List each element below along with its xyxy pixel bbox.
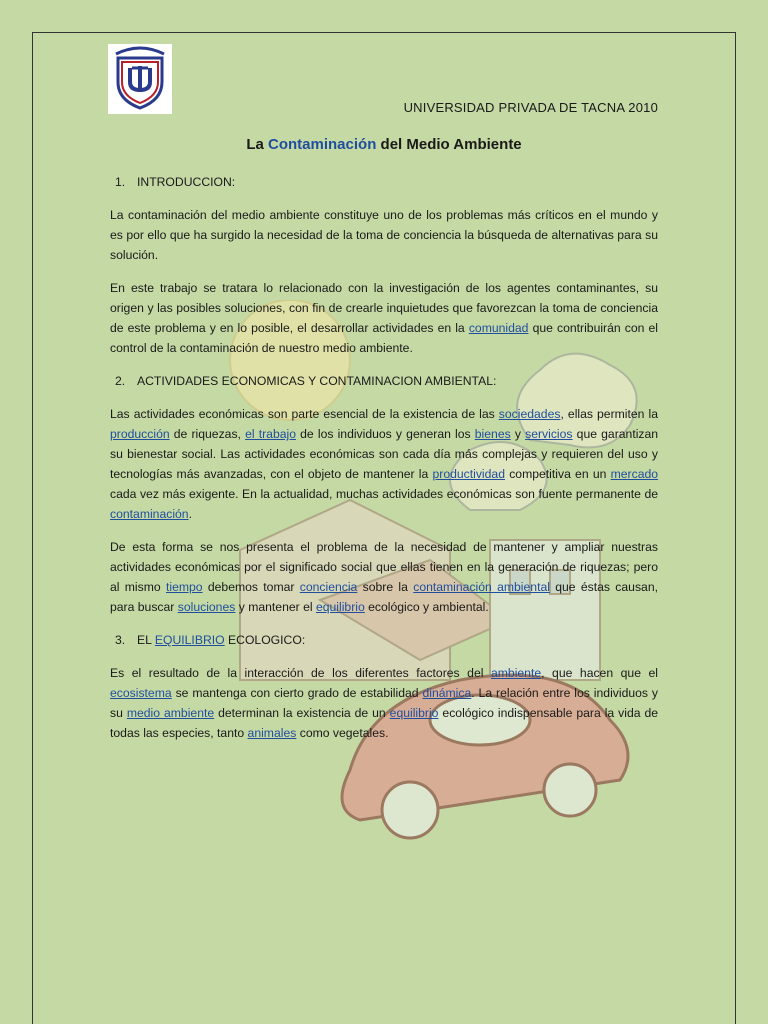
text-run: . <box>188 507 192 521</box>
section-number: 1. <box>115 175 126 189</box>
text-run: , que hacen que el <box>541 666 659 680</box>
page-title <box>0 136 768 153</box>
section-number: 2. <box>115 374 126 388</box>
link-servicios[interactable]: servicios <box>525 427 573 441</box>
link-comunidad[interactable]: comunidad <box>468 321 529 335</box>
text-run: y mantener el <box>238 600 313 614</box>
university-logo <box>108 44 172 114</box>
link-productividad[interactable]: productividad <box>432 467 505 481</box>
link-bienes[interactable]: bienes <box>474 427 511 441</box>
text-run: sobre la <box>362 580 408 594</box>
section-label: INTRODUCCION: <box>137 175 236 189</box>
text-run: En este trabajo se tratara lo relacionado con la investigación de los agentes contaminantes, su origen y las posibles soluciones, con fin de crearle inquietudes que favorezcan la toma de conciencia de este problema y en lo posible, el desarrollar actividades en la <box>110 281 658 335</box>
text-run: determinan la existencia de un <box>218 706 386 720</box>
link-equilibrio-2[interactable]: equilibrio <box>389 706 439 720</box>
link-sociedades[interactable]: sociedades <box>498 407 561 421</box>
text-run: De esta forma se nos presenta el problema de la necesidad de mantener y ampliar nuestras actividades económicas por el significado social que ellas tienen en la generación de riquezas; pero al mismo <box>110 540 658 594</box>
link-contaminacion[interactable]: contaminación <box>110 507 189 521</box>
text-run: que garantizan su bienestar social. Las actividades económicas son cada día más complejas y requieren del uso y tecnologías más avanzadas, con el objeto de mantener la <box>110 427 659 481</box>
section-label-pre: EL <box>137 633 152 647</box>
university-name: UNIVERSIDAD PRIVADA DE TACNA 2010 <box>403 100 658 115</box>
paragraph-actividades <box>110 404 658 524</box>
paragraph-trabajo <box>110 278 658 358</box>
link-tiempo[interactable]: tiempo <box>165 580 203 594</box>
paragraph-introduction: La contaminación del medio ambiente constituye uno de los problemas más críticos en el mundo y es por ello que ha surgido la necesidad de la toma de conciencia la búsqueda de alternativas para su solución. <box>110 208 658 262</box>
text-run: , ellas permiten la <box>560 407 658 421</box>
text-run: debemos tomar <box>207 580 295 594</box>
link-equilibrio[interactable]: equilibrio <box>315 600 365 614</box>
text-run: de los individuos y generan los <box>300 427 471 441</box>
link-soluciones[interactable]: soluciones <box>177 600 236 614</box>
text-run: Las actividades económicas son parte esencial de la existencia de las <box>110 407 495 421</box>
text-run: que éstas causan, para buscar <box>110 580 658 614</box>
link-contaminacion-ambiental[interactable]: contaminación ambiental <box>413 580 550 594</box>
text-run: . La relación entre los individuos y su <box>110 686 659 720</box>
link-dinamica[interactable]: dinámica <box>422 686 472 700</box>
text-run: se mantenga con cierto grado de estabilidad <box>175 686 419 700</box>
link-conciencia[interactable]: conciencia <box>299 580 358 594</box>
text-run: competitiva en un <box>509 467 607 481</box>
section-label: ACTIVIDADES ECONOMICAS Y CONTAMINACION AMBIENTAL: <box>137 374 497 388</box>
section-heading-3 <box>110 630 658 650</box>
link-produccion[interactable]: producción <box>110 427 170 441</box>
paragraph-problema <box>110 537 658 617</box>
link-mercado[interactable]: mercado <box>610 467 659 481</box>
text-run: cada vez más exigente. En la actualidad, muchas actividades económicas son fuente permanente de <box>110 487 658 501</box>
paragraph-equilibrio <box>110 663 658 743</box>
text-run: como vegetales. <box>299 726 389 740</box>
section-heading-2 <box>110 371 658 391</box>
section-number: 3. <box>115 633 126 647</box>
title-prefix: La <box>246 136 264 153</box>
section-heading-1 <box>110 172 658 192</box>
text-run: de riquezas, <box>173 427 241 441</box>
link-animales[interactable]: animales <box>247 726 297 740</box>
link-ecosistema[interactable]: ecosistema <box>110 686 172 700</box>
link-ambiente[interactable]: ambiente <box>490 666 542 680</box>
link-el-trabajo[interactable]: el trabajo <box>245 427 296 441</box>
text-run: ecológico y ambiental. <box>368 600 489 614</box>
document-body <box>110 172 658 756</box>
text-run: y <box>514 427 521 441</box>
section-label-post: ECOLOGICO: <box>228 633 306 647</box>
text-run: Es el resultado de la interacción de los diferentes factores del <box>110 666 484 680</box>
link-equilibrio-heading[interactable]: EQUILIBRIO <box>154 633 225 647</box>
title-link[interactable]: Contaminación <box>268 136 377 153</box>
text-run: ecológico indispensable para la vida de todas las especies, tanto <box>110 706 659 740</box>
text-run: que contribuirán con el control de la contaminación de nuestro medio ambiente. <box>110 321 659 355</box>
link-medio-ambiente[interactable]: medio ambiente <box>126 706 215 720</box>
title-suffix: del Medio Ambiente <box>380 136 522 153</box>
